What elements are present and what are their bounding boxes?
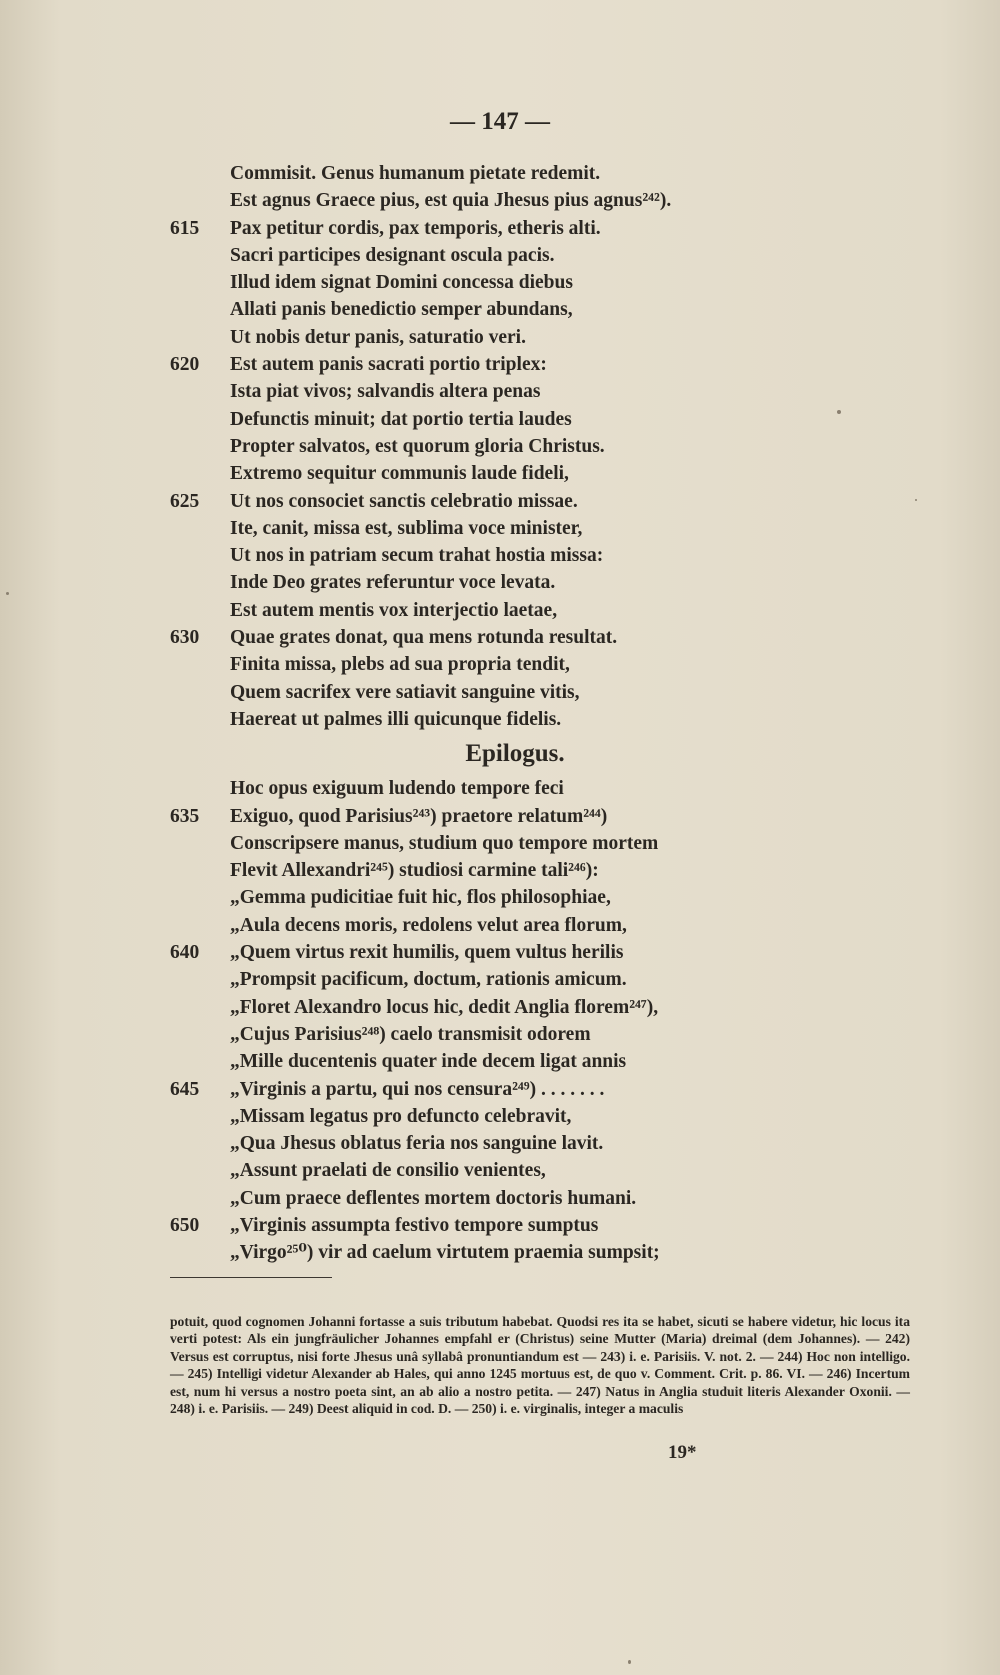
line-number: 650: [170, 1214, 200, 1236]
verse-line: [0, 775, 1000, 802]
verse-text: „Cujus Parisius²⁴⁸) caelo transmisit odorem: [230, 1023, 591, 1045]
line-number: 645: [170, 1078, 200, 1100]
verse-text: Extremo sequitur communis laude fideli,: [230, 463, 569, 485]
verse-line: [0, 830, 1000, 857]
verse-line: [0, 378, 1000, 405]
verse-line: [0, 269, 1000, 296]
verse-text: „Quem virtus rexit humilis, quem vultus herilis: [230, 942, 624, 964]
verse-text: Exiguo, quod Parisius²⁴³) praetore relatum²⁴⁴): [230, 805, 608, 827]
verse-line: [0, 651, 1000, 678]
verse-line: [0, 1048, 1000, 1075]
verse-line: [0, 542, 1000, 569]
verse-text: Ut nos consociet sanctis celebratio missae.: [230, 490, 578, 512]
verse-line: [0, 515, 1000, 542]
verse-text: Inde Deo grates referuntur voce levata.: [230, 572, 556, 594]
verse-text: Propter salvatos, est quorum gloria Christus.: [230, 435, 605, 457]
line-number: 635: [170, 805, 200, 827]
paper-speck: [837, 410, 841, 414]
verse-line: [0, 1021, 1000, 1048]
verse-line: [0, 939, 1000, 966]
paper-speck: [628, 1660, 631, 1664]
verse-line: [0, 215, 1000, 242]
verse-text: „Cum praece deflentes mortem doctoris humani.: [230, 1187, 637, 1209]
verse-line: [0, 912, 1000, 939]
verse-text: Est autem mentis vox interjectio laetae,: [230, 599, 558, 621]
verse-line: [0, 624, 1000, 651]
verse-text: „Assunt praelati de consilio venientes,: [230, 1160, 546, 1182]
verse-line: [0, 160, 1000, 187]
verse-line: [0, 460, 1000, 487]
poem-body: [0, 160, 1000, 1267]
line-number: 615: [170, 217, 200, 239]
verses-epilogue: [0, 775, 1000, 1266]
verse-text: „Missam legatus pro defuncto celebravit,: [230, 1105, 572, 1127]
verse-text: Illud idem signat Domini concessa diebus: [230, 272, 573, 294]
line-number: 625: [170, 490, 200, 512]
verse-text: Quae grates donat, qua mens rotunda resultat.: [230, 627, 618, 649]
verse-text: Sacri participes designant oscula pacis.: [230, 244, 555, 266]
verse-text: „Virginis a partu, qui nos censura²⁴⁹) . . . . . . .: [230, 1078, 605, 1100]
verse-text: Flevit Allexandri²⁴⁵) studiosi carmine tali²⁴⁶):: [230, 860, 599, 882]
footnote-text: potuit, quod cognomen Johanni fortasse a suis tributum habebat. Quodsi res ita se habet, sicuti se habere videtur, hic locus ita verti potest: Als ein jungfräulicher Johannes empfahl er (Christus) seine Mutter (Maria) dreimal (dem Johannes). — 242) Versus est corruptus, nisi forte Jhesus unâ syllabâ pronuntiandum est — 243) i. e. Parisiis. V. not. 2. — 244) Hoc non intelligo. — 245) Intelligi videtur Alexander ab Hales, qui anno 1245 mortuus est, de quo v. Comment. Crit. p. 86. VI. — 246) Incertum est, num hi versus a nostro poeta sint, an ab alio a nostro petita. — 247) Natus in Anglia studuit literis Alexander Oxonii. — 248) i. e. Parisiis. — 249) Deest aliquid in cod. D. — 250) i. e. virginalis, integer a maculis: [170, 1314, 910, 1417]
footnotes: [170, 1313, 910, 1417]
verse-line: [0, 1157, 1000, 1184]
verse-line: [0, 1103, 1000, 1130]
verse-text: „Qua Jhesus oblatus feria nos sanguine lavit.: [230, 1133, 604, 1155]
verse-text: Ut nobis detur panis, saturatio veri.: [230, 326, 526, 348]
verse-line: [0, 857, 1000, 884]
verse-line: [0, 994, 1000, 1021]
verse-line: [0, 351, 1000, 378]
signature-mark: 19*: [668, 1442, 697, 1463]
verse-line: [0, 1076, 1000, 1103]
verse-line: [0, 488, 1000, 515]
verse-text: „Prompsit pacificum, doctum, rationis amicum.: [230, 969, 627, 991]
verse-text: Pax petitur cordis, pax temporis, etheris alti.: [230, 217, 601, 239]
verse-line: [0, 296, 1000, 323]
verse-text: Hoc opus exiguum ludendo tempore feci: [230, 778, 564, 800]
verse-text: Commisit. Genus humanum pietate redemit.: [230, 163, 601, 184]
paper-speck: [6, 592, 9, 595]
verse-text: Haereat ut palmes illi quicunque fidelis.: [230, 708, 562, 730]
line-number: 620: [170, 354, 200, 376]
verse-text: „Virginis assumpta festivo tempore sumptus: [230, 1214, 599, 1236]
verse-line: [0, 406, 1000, 433]
line-number: 640: [170, 942, 200, 964]
verse-line: [0, 324, 1000, 351]
verse-text: Allati panis benedictio semper abundans,: [230, 299, 573, 321]
verse-text: „Mille ducentenis quater inde decem ligat annis: [230, 1051, 627, 1073]
verse-text: Finita missa, plebs ad sua propria tendit,: [230, 654, 570, 676]
verse-text: Ista piat vivos; salvandis altera penas: [230, 381, 541, 403]
verse-line: [0, 1185, 1000, 1212]
verse-line: [0, 966, 1000, 993]
verse-text: Ite, canit, missa est, sublima voce minister,: [230, 517, 583, 539]
footnote-divider: [170, 1277, 332, 1278]
verse-text: „Gemma pudicitiae fuit hic, flos philosophiae,: [230, 887, 611, 909]
verse-text: „Aula decens moris, redolens velut area florum,: [230, 914, 627, 936]
page-number-header: — 147 —: [450, 108, 550, 135]
verse-text: „Floret Alexandro locus hic, dedit Anglia florem²⁴⁷),: [230, 996, 659, 1018]
verse-line: [0, 679, 1000, 706]
verse-line: [0, 1130, 1000, 1157]
verse-text: Est autem panis sacrati portio triplex:: [230, 354, 547, 376]
verse-line: [0, 803, 1000, 830]
line-number: 630: [170, 627, 200, 649]
verse-line: [0, 242, 1000, 269]
verse-line: [0, 433, 1000, 460]
verse-line: [0, 187, 1000, 214]
verse-text: „Virgo²⁵⁰) vir ad caelum virtutem praemia sumpsit;: [230, 1242, 660, 1264]
verse-line: [0, 1212, 1000, 1239]
paper-speck: [915, 499, 917, 501]
verses-before-epilogue: [0, 160, 1000, 733]
verse-text: Quem sacrifex vere satiavit sanguine vitis,: [230, 681, 580, 703]
verse-line: [0, 706, 1000, 733]
epilogue-title: Epilogus.: [465, 740, 565, 768]
verse-text: Ut nos in patriam secum trahat hostia missa:: [230, 545, 604, 567]
verse-line: [0, 1239, 1000, 1266]
verse-line: [0, 597, 1000, 624]
verse-text: Conscripsere manus, studium quo tempore mortem: [230, 832, 659, 854]
epilogue-heading: [0, 733, 1000, 775]
verse-line: [0, 884, 1000, 911]
verse-text: Est agnus Graece pius, est quia Jhesus pius agnus²⁴²).: [230, 190, 672, 212]
verse-text: Defunctis minuit; dat portio tertia laudes: [230, 408, 572, 430]
verse-line: [0, 569, 1000, 596]
